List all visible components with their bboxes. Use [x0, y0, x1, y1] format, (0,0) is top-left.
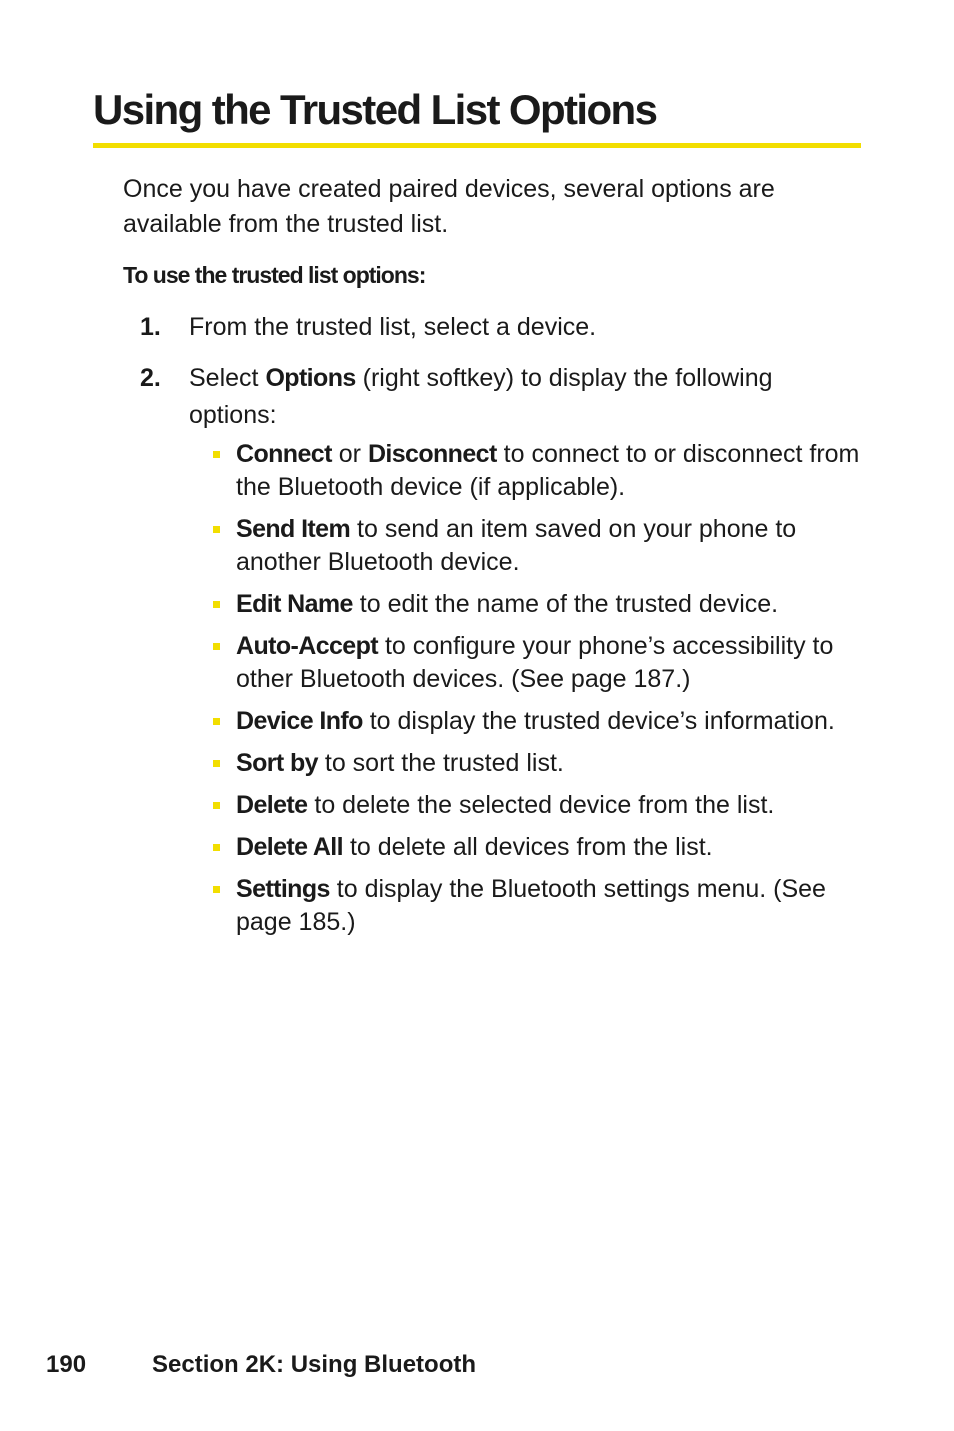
step-number: 2. [140, 364, 161, 392]
option-auto-accept [211, 630, 871, 696]
option-settings [211, 873, 871, 939]
page-footer [46, 1348, 476, 1382]
step-text-lead: Select [189, 364, 266, 392]
option-keyword: Disconnect [367, 440, 497, 468]
option-connector: or [331, 440, 368, 468]
step-number: 1. [140, 313, 161, 341]
option-description: to sort the trusted list. [317, 749, 564, 777]
bullet-square-icon [213, 601, 220, 608]
option-keyword: Delete All [236, 833, 344, 861]
option-description: to edit the name of the trusted device. [352, 590, 779, 618]
options-softkey-label: Options [265, 364, 356, 392]
option-keyword: Connect [236, 440, 332, 468]
title-underline [93, 143, 861, 148]
option-description: to delete all devices from the list. [343, 833, 713, 861]
page-number: 190 [46, 1351, 87, 1378]
option-delete-all [211, 831, 871, 864]
step-text: From the trusted list, select a device. [189, 313, 597, 341]
bullet-square-icon [213, 802, 220, 809]
intro-paragraph: Once you have created paired devices, several options are available from the trusted list. [123, 175, 775, 238]
option-send-item [211, 513, 871, 579]
procedure-heading: To use the trusted list options: [123, 262, 426, 288]
option-edit-name [211, 588, 871, 621]
option-keyword: Delete [236, 791, 308, 819]
bullet-square-icon [213, 526, 220, 533]
option-description: to display the Bluetooth settings menu. (See page 185.) [236, 875, 826, 936]
page-title: Using the Trusted List Options [93, 86, 657, 133]
option-description: to delete the selected device from the list. [307, 791, 775, 819]
option-keyword: Device Info [236, 707, 363, 735]
bullet-square-icon [213, 643, 220, 650]
step-text-rest: (right softkey) to display the following options: [189, 364, 773, 429]
option-sort-by [211, 747, 871, 780]
option-connect-disconnect [211, 438, 871, 504]
bullet-square-icon [213, 718, 220, 725]
option-delete [211, 789, 871, 822]
option-description: to send an item saved on your phone to another Bluetooth device. [236, 515, 797, 576]
option-keyword: Sort by [236, 749, 318, 777]
option-keyword: Settings [236, 875, 330, 903]
option-description: to configure your phone’s accessibility to other Bluetooth devices. (See page 187.) [236, 632, 834, 693]
bullet-square-icon [213, 760, 220, 767]
option-description: to connect to or disconnect from the Bluetooth device (if applicable). [236, 440, 860, 501]
bullet-square-icon [213, 844, 220, 851]
bullet-square-icon [213, 886, 220, 893]
step-text [189, 360, 839, 434]
option-keyword: Auto-Accept [236, 632, 379, 660]
section-title: Section 2K: Using Bluetooth [152, 1351, 476, 1378]
option-keyword: Send Item [236, 515, 351, 543]
option-keyword: Edit Name [236, 590, 353, 618]
bullet-square-icon [213, 451, 220, 458]
options-list [211, 438, 871, 948]
option-device-info [211, 705, 871, 738]
option-description: to display the trusted device’s information. [362, 707, 835, 735]
